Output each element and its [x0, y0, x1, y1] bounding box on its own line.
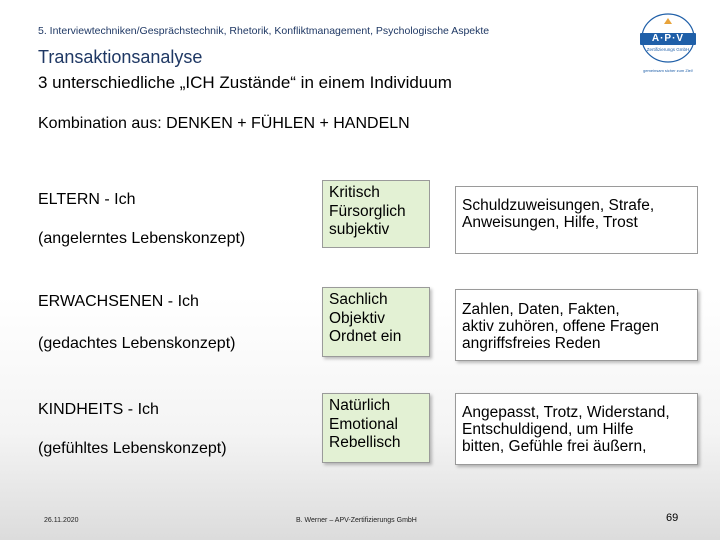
traits-box-kindheits — [322, 393, 430, 463]
state-concept-kindheits: (gefühltes Lebenskonzept) — [38, 440, 227, 457]
trait: Ordnet ein — [329, 328, 402, 346]
combination-prefix: Kombination aus: — [38, 115, 167, 132]
state-name-kindheits: KINDHEITS - Ich — [38, 401, 159, 418]
apv-logo — [632, 12, 704, 76]
behavior-line: aktiv zuhören, offene Fragen — [462, 318, 660, 336]
trait: Natürlich — [329, 397, 391, 414]
behavior-line: Anweisungen, Hilfe, Trost — [462, 214, 638, 232]
trait: Sachlich — [329, 291, 388, 308]
trait: Objektiv — [329, 309, 385, 327]
behavior-line: Zahlen, Daten, Fakten, — [462, 301, 620, 318]
logo-company: Zertifizierungs GmbH — [646, 47, 690, 52]
behavior-line: Angepasst, Trotz, Widerstand, — [462, 404, 670, 421]
state-name-erwachsenen: ERWACHSENEN - Ich — [38, 293, 199, 310]
trait: Fürsorglich — [329, 202, 406, 220]
behavior-line: bitten, Gefühle frei äußern, — [462, 438, 647, 456]
topic-line: 5. Interviewtechniken/Gesprächstechnik, Rhetorik, Konfliktmanagement, Psychologische Aspekte — [38, 25, 490, 37]
footer-author: B. Werner – APV-Zertifizierungs GmbH — [296, 517, 417, 524]
behavior-line: Entschuldigend, um Hilfe — [462, 421, 634, 439]
logo-letters: A·P·V — [651, 33, 685, 44]
behavior-line: angriffsfreies Reden — [462, 335, 601, 353]
apv-logo-graphic — [632, 12, 704, 76]
trait: subjektiv — [329, 221, 390, 239]
traits-box-eltern — [322, 180, 430, 248]
logo-tagline: gemeinsam sicher zum Ziel! — [643, 68, 693, 73]
slide-title: Transaktionsanalyse — [38, 47, 203, 67]
slide-subtitle: 3 unterschiedliche „ICH Zustände“ in einem Individuum — [38, 73, 452, 92]
behaviors-box-eltern — [455, 186, 698, 254]
trait: Rebellisch — [329, 434, 401, 452]
footer-date: 26.11.2020 — [44, 517, 79, 524]
state-concept-eltern: (angelerntes Lebenskonzept) — [38, 230, 246, 247]
trait: Emotional — [329, 415, 398, 433]
trait: Kritisch — [329, 184, 380, 201]
combination-value: DENKEN + FÜHLEN + HANDELN — [166, 115, 410, 132]
traits-box-erwachsenen — [322, 287, 430, 357]
page-number: 69 — [666, 512, 679, 524]
state-name-eltern: ELTERN - Ich — [38, 191, 136, 208]
behaviors-box-kindheits — [455, 393, 698, 465]
behavior-line: Schuldzuweisungen, Strafe, — [462, 197, 655, 214]
combination-line — [38, 115, 410, 133]
state-concept-erwachsenen: (gedachtes Lebenskonzept) — [38, 335, 236, 352]
behaviors-box-erwachsenen — [455, 289, 698, 361]
